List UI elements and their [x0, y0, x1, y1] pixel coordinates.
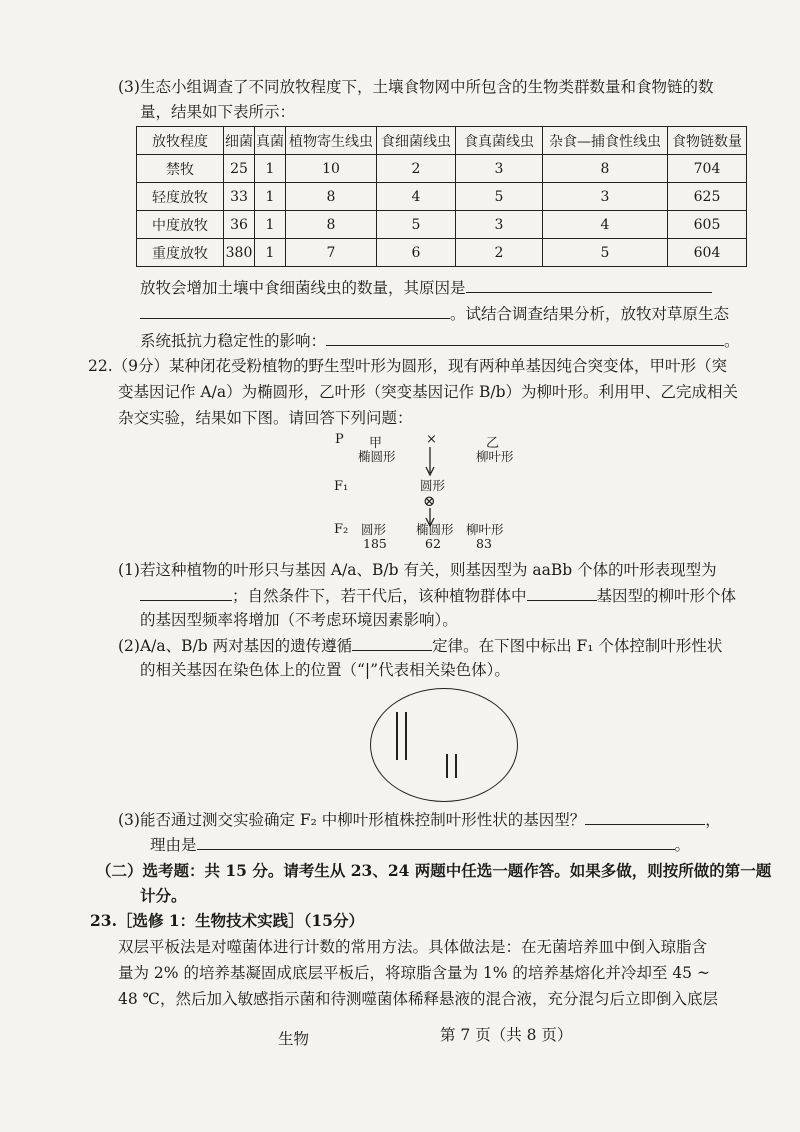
answer-blank[interactable] [140, 584, 232, 601]
q21-3-after-text1: 放牧会增加土壤中食细菌线虫的数量，其原因是 [140, 279, 466, 297]
f1-shape: 圆形 [420, 478, 446, 493]
q21-3-after-text3: 系统抵抗力稳定性的影响： [140, 332, 327, 350]
footer-page-number: 第 7 页（共 8 页） [440, 1026, 573, 1044]
table-header: 食物链数量 [668, 127, 747, 155]
table-cell: 704 [668, 155, 747, 183]
q22-sub1-text2-end: 基因型的柳叶形个体 [596, 587, 737, 605]
table-cell: 4 [543, 211, 668, 239]
table-cell: 1 [255, 239, 286, 267]
chromosome-line [396, 712, 398, 760]
yi-shape: 柳叶形 [476, 449, 514, 464]
table-cell: 2 [456, 239, 543, 267]
table-cell: 5 [543, 239, 668, 267]
table-row [137, 155, 747, 183]
table-cell: 25 [224, 155, 255, 183]
answer-blank[interactable] [326, 329, 724, 346]
q22-sub3-line1 [118, 808, 721, 831]
f2-shape-ellipse: 椭圆形 [416, 522, 454, 537]
table-cell: 10 [286, 155, 377, 183]
table-cell: 8 [286, 211, 377, 239]
down-arrow-icon [424, 447, 436, 477]
table-cell: 中度放牧 [137, 211, 224, 239]
table-header: 细菌 [224, 127, 255, 155]
table-cell: 轻度放牧 [137, 183, 224, 211]
q21-3-after-line2 [140, 302, 729, 325]
table-cell: 3 [456, 155, 543, 183]
grazing-table [136, 126, 747, 267]
q22-sub1-line3: 的基因型频率将增加（不考虑环境因素影响）。 [140, 611, 458, 629]
table-cell: 380 [224, 239, 255, 267]
q21-3-after-line1 [140, 276, 712, 299]
q22-sub3-text1: (3)能否通过测交实验确定 F₂ 中柳叶形植株控制叶形性状的基因型？ [118, 811, 586, 829]
q22-stem-line1: 22.（9分）某种闭花受粉植物的野生型叶形为圆形，现有两种单基因纯合突变体，甲叶形（突 [88, 357, 728, 375]
table-cell: 1 [255, 183, 286, 211]
table-cell: 605 [668, 211, 747, 239]
answer-blank[interactable] [527, 584, 597, 601]
chromosome-line [446, 754, 448, 778]
f2-shape-willow: 柳叶形 [466, 522, 504, 537]
f1-label: F₁ [334, 479, 349, 494]
chromosome-line [405, 712, 407, 760]
q22-sub3-line2 [150, 833, 690, 856]
q22-sub3-text2: 理由是 [150, 836, 197, 854]
table-header: 真菌 [255, 127, 286, 155]
table-cell: 4 [377, 183, 456, 211]
q21-3-after-text2: 。试结合调查结果分析，放牧对草原生态 [450, 305, 730, 323]
table-row [137, 239, 747, 267]
q22-sub1-line1: (1)若这种植物的叶形只与基因 A/a、B/b 有关，则基因型为 aaBb 个体的叶形表现型为 [118, 561, 717, 579]
cross-symbol: × [426, 432, 437, 447]
table-cell: 3 [543, 183, 668, 211]
q23-line3: 48 ℃，然后加入敏感指示菌和待测噬菌体稀释悬液的混合液，充分混匀后立即倒入底层 [118, 990, 718, 1008]
table-cell: 1 [255, 155, 286, 183]
chromosome-line [455, 754, 457, 778]
q23-title: 23.［选修 1：生物技术实践］（15分） [90, 911, 364, 930]
section2-line2: 计分。 [140, 886, 187, 905]
table-cell: 8 [286, 183, 377, 211]
table-header: 杂食—捕食性线虫 [543, 127, 668, 155]
table-cell: 7 [286, 239, 377, 267]
table-row [137, 183, 747, 211]
q22-sub2-line2: 的相关基因在染色体上的位置（“|”代表相关染色体）。 [140, 661, 510, 679]
table-cell: 33 [224, 183, 255, 211]
q21-3-after-line3 [140, 329, 740, 352]
q21-3-intro-line2: 量，结果如下表所示： [140, 103, 296, 121]
cell-diagram[interactable] [370, 688, 518, 802]
table-cell: 2 [377, 155, 456, 183]
q22-sub1-text2: ；自然条件下，若干代后，该种植物群体中 [232, 587, 527, 605]
table-header: 植物寄生线虫 [286, 127, 377, 155]
table-header: 食细菌线虫 [377, 127, 456, 155]
q22-sub2-text-a: (2)A/a、B/b 两对基因的遗传遵循 [118, 637, 353, 655]
f2-label: F₂ [334, 522, 349, 537]
answer-blank[interactable] [140, 302, 450, 319]
answer-blank[interactable] [352, 634, 432, 651]
f2-shape-round: 圆形 [361, 522, 387, 537]
q21-3-intro-line1: (3)生态小组调查了不同放牧程度下，土壤食物网中所包含的生物类群数量和食物链的数 [118, 78, 714, 96]
table-row [137, 211, 747, 239]
comma: ， [705, 811, 721, 829]
table-cell: 1 [255, 211, 286, 239]
f2-count-willow: 83 [476, 536, 492, 551]
q22-stem-line2: 变基因记作 A/a）为椭圆形，乙叶形（突变基因记作 B/b）为柳叶形。利用甲、乙完成相关 [118, 383, 739, 401]
period: 。 [674, 836, 691, 854]
table-cell: 6 [377, 239, 456, 267]
table-header: 食真菌线虫 [456, 127, 543, 155]
answer-blank[interactable] [585, 808, 705, 825]
answer-blank[interactable] [466, 276, 712, 293]
table-header-row [137, 127, 747, 155]
yi-label: 乙 [486, 436, 500, 451]
section2-line1: （二）选考题：共 15 分。请考生从 23、24 两题中任选一题作答。如果多做，则按所做的第一题 [96, 861, 772, 880]
jia-label: 甲 [369, 436, 383, 451]
self-cross-symbol: ⊗ [423, 492, 436, 510]
table-cell: 36 [224, 211, 255, 239]
q22-sub2-text-b: 定律。在下图中标出 F₁ 个体控制叶形性状 [432, 637, 723, 655]
answer-blank[interactable] [197, 833, 675, 850]
q22-stem-line3: 杂交实验，结果如下图。请回答下列问题： [118, 409, 413, 427]
q23-line2: 量为 2% 的培养基凝固成底层平板后，将琼脂含量为 1% 的培养基熔化并冷却至 45 ~ [118, 964, 710, 982]
q22-sub1-line2 [140, 584, 736, 607]
footer-subject: 生物 [278, 1030, 310, 1048]
period: 。 [724, 332, 740, 350]
table-cell: 625 [668, 183, 747, 211]
table-cell: 3 [456, 211, 543, 239]
f2-count-round: 185 [363, 536, 387, 551]
table-cell: 8 [543, 155, 668, 183]
table-cell: 重度放牧 [137, 239, 224, 267]
table-header: 放牧程度 [137, 127, 224, 155]
table-cell: 604 [668, 239, 747, 267]
q23-line1: 双层平板法是对噬菌体进行计数的常用方法。具体做法是：在无菌培养皿中倒入琼脂含 [118, 938, 708, 956]
p-generation-label: P [335, 432, 344, 447]
table-cell: 5 [377, 211, 456, 239]
q22-sub2-line1 [118, 634, 722, 657]
jia-shape: 椭圆形 [358, 449, 396, 464]
table-cell: 禁牧 [137, 155, 224, 183]
f2-count-ellipse: 62 [425, 536, 441, 551]
table-cell: 5 [456, 183, 543, 211]
